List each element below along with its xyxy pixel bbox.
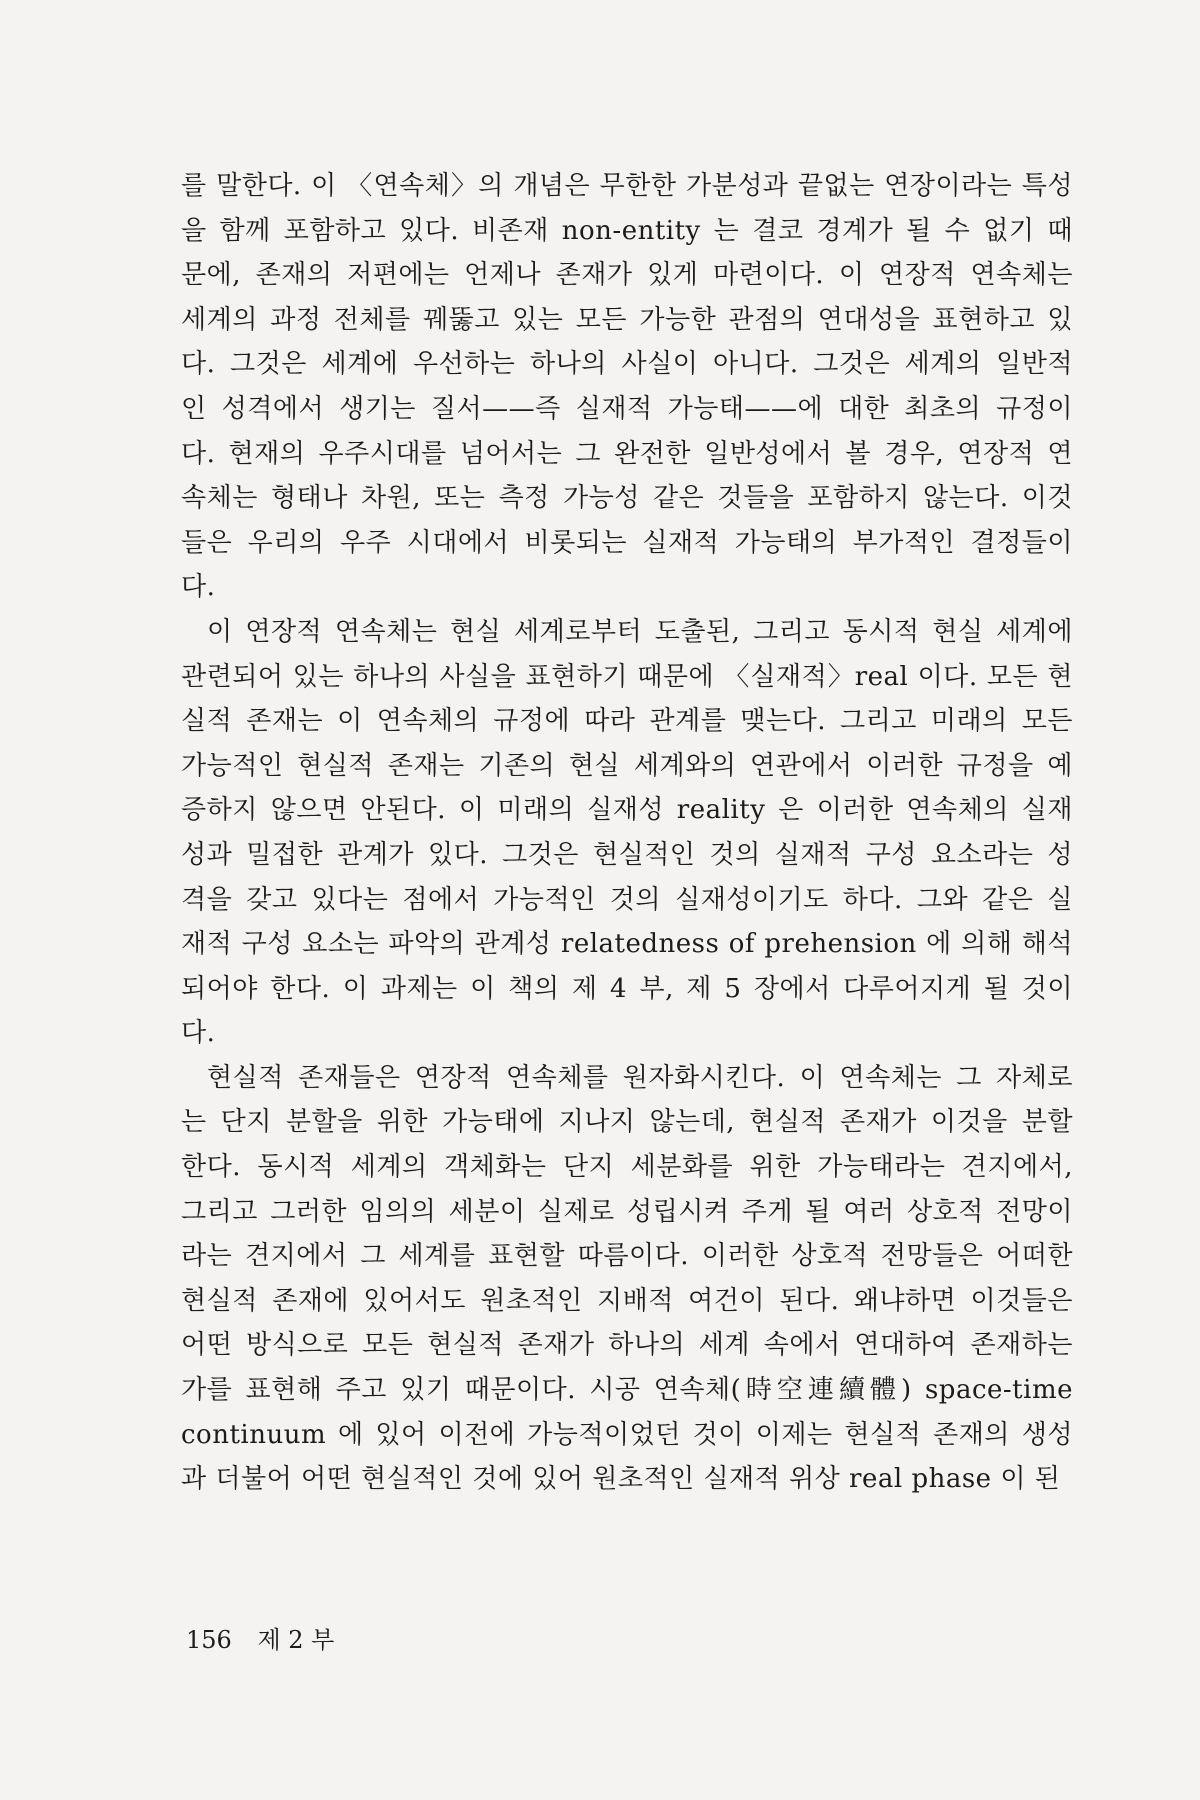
text-line: 그리고 그러한 임의의 세분이 실제로 성립시켜 주게 될 여러 상호적 전망이 [181, 1196, 1073, 1227]
text-line: 인 성격에서 생기는 질서——즉 실재적 가능태——에 대한 최초의 규정이 [181, 393, 1073, 424]
text-line: 다. [181, 1018, 216, 1049]
text-line: 는 단지 분할을 위한 가능태에 지나지 않는데, 현실적 존재가 이것을 분할 [181, 1107, 1073, 1138]
page-footer [186, 1620, 352, 1655]
page-number: 156 [186, 1626, 232, 1654]
text-line: 이 연장적 연속체는 현실 세계로부터 도출된, 그리고 동시적 현실 세계에 [207, 616, 1073, 647]
text-line: 과 더불어 어떤 현실적인 것에 있어 원초적인 실재적 위상 real phase 이 된 [181, 1464, 1061, 1495]
text-line: 한다. 동시적 세계의 객체화는 단지 세분화를 위한 가능태라는 견지에서, [181, 1152, 1073, 1183]
text-line: 현실적 존재에 있어서도 원초적인 지배적 여건이 된다. 왜냐하면 이것들은 [181, 1285, 1073, 1316]
text-line: 관련되어 있는 하나의 사실을 표현하기 때문에 〈실재적〉real 이다. 모든 현 [181, 661, 1073, 692]
text-line: continuum 에 있어 이전에 가능적이었던 것이 이제는 현실적 존재의 생성 [181, 1419, 1073, 1450]
text-line: 라는 견지에서 그 세계를 표현할 따름이다. 이러한 상호적 전망들은 어떠한 [181, 1241, 1073, 1272]
text-line: 어떤 방식으로 모든 현실적 존재가 하나의 세계 속에서 연대하여 존재하는 [181, 1330, 1073, 1361]
text-line: 을 함께 포함하고 있다. 비존재 non-entity 는 결코 경계가 될 수 없기 때 [181, 215, 1073, 246]
text-line: 다. [181, 572, 216, 603]
text-line: 격을 갖고 있다는 점에서 가능적인 것의 실재성이기도 하다. 그와 같은 실 [181, 884, 1073, 915]
text-line: 되어야 한다. 이 과제는 이 책의 제 4 부, 제 5 장에서 다루어지게 될 것이 [181, 973, 1073, 1004]
text-line: 다. 그것은 세계에 우선하는 하나의 사실이 아니다. 그것은 세계의 일반적 [181, 349, 1073, 380]
text-line: 가능적인 현실적 존재는 기존의 현실 세계와의 연관에서 이러한 규정을 예 [181, 750, 1073, 781]
text-line: 문에, 존재의 저편에는 언제나 존재가 있게 마련이다. 이 연장적 연속체는 [181, 260, 1073, 291]
section-label: 제 2 부 [257, 1626, 335, 1654]
paragraph [181, 610, 1073, 1056]
body-text [181, 164, 1073, 1502]
paragraph [181, 164, 1073, 610]
text-line: 성과 밀접한 관계가 있다. 그것은 현실적인 것의 실재적 구성 요소라는 성 [181, 839, 1073, 870]
text-line: 다. 현재의 우주시대를 넘어서는 그 완전한 일반성에서 볼 경우, 연장적 연 [181, 438, 1073, 469]
text-line: 들은 우리의 우주 시대에서 비롯되는 실재적 가능태의 부가적인 결정들이 [181, 527, 1073, 558]
text-line: 실적 존재는 이 연속체의 규정에 따라 관계를 맺는다. 그리고 미래의 모든 [181, 706, 1073, 737]
text-line: 세계의 과정 전체를 꿰뚫고 있는 모든 가능한 관점의 연대성을 표현하고 있 [181, 304, 1073, 335]
text-line: 재적 구성 요소는 파악의 관계성 relatedness of prehension 에 의해 해석 [181, 929, 1073, 960]
text-line: 속체는 형태나 차원, 또는 측정 가능성 같은 것들을 포함하지 않는다. 이것 [181, 483, 1073, 514]
text-line: 를 말한다. 이 〈연속체〉의 개념은 무한한 가분성과 끝없는 연장이라는 특성 [181, 171, 1073, 201]
text-line: 가를 표현해 주고 있기 때문이다. 시공 연속체(時空連續體) space-time [181, 1375, 1073, 1406]
paragraph [181, 1056, 1073, 1502]
text-line: 현실적 존재들은 연장적 연속체를 원자화시킨다. 이 연속체는 그 자체로 [207, 1062, 1073, 1093]
text-line: 증하지 않으면 안된다. 이 미래의 실재성 reality 은 이러한 연속체의 실재 [181, 795, 1073, 826]
